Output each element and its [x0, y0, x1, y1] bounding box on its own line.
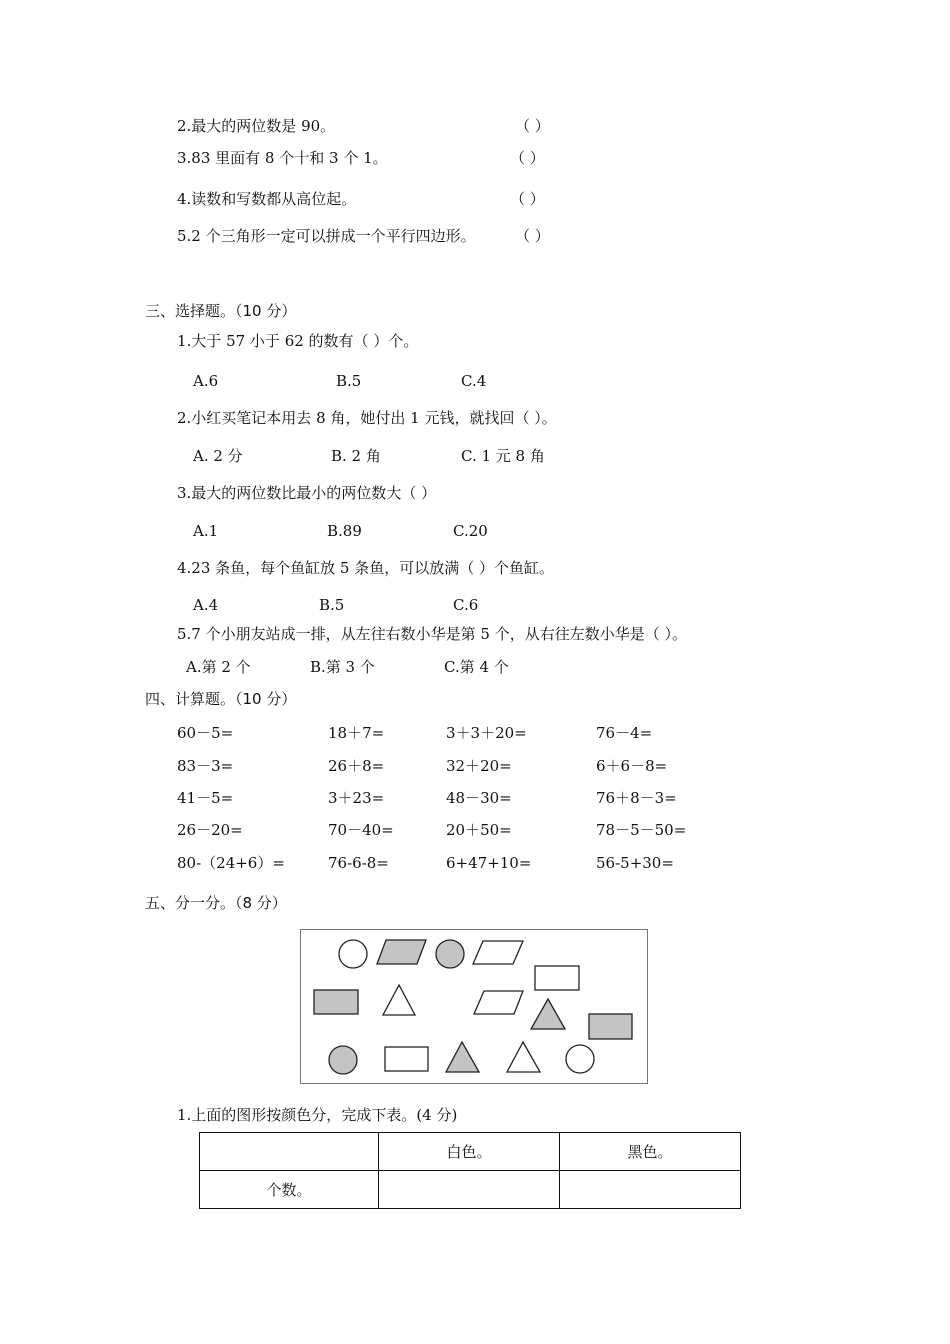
white-parallelogram-shape: [473, 941, 523, 964]
answer-cell-white[interactable]: [379, 1171, 560, 1209]
judge-item-2: 2.最大的两位数是 90。: [177, 117, 336, 135]
choice-option[interactable]: A.1: [193, 522, 219, 540]
table-header-row: [200, 1133, 741, 1171]
color-count-table: [199, 1132, 741, 1209]
choice-option[interactable]: B. 2 角: [331, 447, 381, 465]
choice-option[interactable]: B.89: [327, 522, 362, 540]
choice-option[interactable]: B.第 3 个: [310, 658, 375, 676]
choice-question-2: 2.小红买笔记本用去 8 角，她付出 1 元钱，就找回（ ）。: [177, 409, 557, 427]
calc-problem: 3＋3＋20=: [446, 724, 527, 742]
judge-answer-paren[interactable]: （ ）: [515, 227, 550, 245]
calc-problem: 56-5+30=: [596, 854, 674, 872]
judge-answer-paren[interactable]: （ ）: [515, 117, 550, 135]
calc-problem: 6＋6－8=: [596, 757, 668, 775]
section-title-sort: 五、分一分。（8 分）: [145, 894, 287, 912]
calc-problem: 6+47+10=: [446, 854, 532, 872]
white-rectangle-shape: [535, 966, 579, 990]
calc-problem: 60－5=: [177, 724, 234, 742]
calc-problem: 83－3=: [177, 757, 234, 775]
choice-option[interactable]: A.第 2 个: [186, 658, 251, 676]
gray-circle-shape: [329, 1046, 357, 1074]
gray-circle-shape: [436, 940, 464, 968]
answer-cell-black[interactable]: [560, 1171, 741, 1209]
choice-question-5: 5.7 个小朋友站成一排，从左往右数小华是第 5 个，从右往左数小华是（ ）。: [177, 625, 687, 643]
calc-problem: 76＋8－3=: [596, 789, 677, 807]
choice-option[interactable]: C.4: [461, 372, 487, 390]
shapes-figure: [300, 929, 648, 1084]
calc-problem: 70－40=: [328, 821, 394, 839]
section-title-choice: 三、选择题。（10 分）: [145, 302, 297, 320]
calc-problem: 76-6-8=: [328, 854, 389, 872]
choice-option[interactable]: C. 1 元 8 角: [461, 447, 545, 465]
choice-option[interactable]: C.20: [453, 522, 488, 540]
calc-problem: 26－20=: [177, 821, 243, 839]
judge-item-5: 5.2 个三角形一定可以拼成一个平行四边形。: [177, 227, 476, 245]
white-circle-shape: [566, 1045, 594, 1073]
choice-option[interactable]: C.第 4 个: [444, 658, 509, 676]
choice-question-1: 1.大于 57 小于 62 的数有（ ）个。: [177, 332, 419, 350]
choice-option[interactable]: C.6: [453, 596, 479, 614]
white-triangle-shape: [507, 1042, 540, 1072]
choice-option[interactable]: B.5: [336, 372, 362, 390]
choice-option[interactable]: B.5: [319, 596, 345, 614]
gray-triangle-shape: [531, 999, 565, 1029]
table-cell: [200, 1133, 379, 1171]
gray-rectangle-shape: [314, 990, 358, 1014]
gray-parallelogram-shape: [377, 940, 426, 964]
calc-problem: 80-（24+6）=: [177, 854, 285, 872]
gray-triangle-shape: [446, 1042, 479, 1072]
calc-problem: 41－5=: [177, 789, 234, 807]
table-row: [200, 1171, 741, 1209]
calc-problem: 18＋7=: [328, 724, 385, 742]
judge-answer-paren[interactable]: （ ）: [510, 149, 545, 167]
calc-problem: 3＋23=: [328, 789, 385, 807]
judge-item-3: 3.83 里面有 8 个十和 3 个 1。: [177, 149, 388, 167]
calc-problem: 32＋20=: [446, 757, 512, 775]
calc-problem: 48－30=: [446, 789, 512, 807]
calc-problem: 78－5－50=: [596, 821, 687, 839]
judge-item-4: 4.读数和写数都从高位起。: [177, 190, 357, 208]
choice-question-3: 3.最大的两位数比最小的两位数大（ ）: [177, 484, 437, 502]
table-header-white: 白色。: [379, 1133, 560, 1171]
shapes-svg: [301, 930, 649, 1085]
calc-problem: 76－4=: [596, 724, 653, 742]
white-rectangle-shape: [385, 1047, 428, 1071]
table-row-label: 个数。: [200, 1171, 379, 1209]
calc-problem: 20＋50=: [446, 821, 512, 839]
gray-rectangle-shape: [589, 1014, 632, 1039]
white-circle-shape: [339, 940, 367, 968]
calc-problem: 26＋8=: [328, 757, 385, 775]
table-header-black: 黑色。: [560, 1133, 741, 1171]
judge-answer-paren[interactable]: （ ）: [510, 190, 545, 208]
choice-option[interactable]: A.6: [193, 372, 219, 390]
choice-option[interactable]: A.4: [193, 596, 219, 614]
white-triangle-shape: [383, 985, 415, 1015]
choice-question-4: 4.23 条鱼，每个鱼缸放 5 条鱼，可以放满（ ）个鱼缸。: [177, 559, 555, 577]
white-parallelogram-shape: [474, 991, 523, 1014]
section-title-calc: 四、计算题。（10 分）: [145, 690, 297, 708]
choice-option[interactable]: A. 2 分: [193, 447, 243, 465]
sort-sub-question: 1.上面的图形按颜色分，完成下表。(4 分): [177, 1106, 458, 1124]
